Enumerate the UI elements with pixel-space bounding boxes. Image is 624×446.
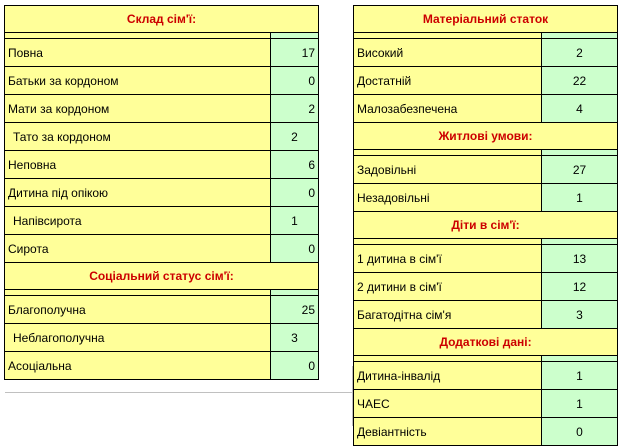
row-label[interactable]: Незадовільні xyxy=(354,184,542,212)
row-label[interactable]: Батьки за кордоном xyxy=(5,67,271,95)
additional-title: Додаткові дані: xyxy=(354,329,618,356)
children-title: Діти в сім'ї: xyxy=(354,212,618,239)
row-value[interactable]: 4 xyxy=(542,95,618,123)
summary-table xyxy=(353,5,618,446)
left-panel xyxy=(4,5,319,380)
row-value[interactable]: 1 xyxy=(271,207,319,235)
row-label[interactable]: Неповна xyxy=(5,151,271,179)
row-value[interactable]: 3 xyxy=(542,301,618,329)
row-value[interactable]: 1 xyxy=(542,184,618,212)
row-label[interactable]: Тато за кордоном xyxy=(5,123,271,151)
row-value[interactable]: 0 xyxy=(271,179,319,207)
row-label[interactable]: Повна xyxy=(5,39,271,67)
row-label[interactable]: Напівсирота xyxy=(5,207,271,235)
row-value[interactable]: 2 xyxy=(271,95,319,123)
row-value[interactable]: 13 xyxy=(542,245,618,273)
row-value[interactable]: 27 xyxy=(542,156,618,184)
row-value[interactable]: 3 xyxy=(271,324,319,352)
row-value[interactable]: 25 xyxy=(271,296,319,324)
family-composition-table xyxy=(4,5,319,380)
gridline xyxy=(5,392,352,393)
family-composition-title: Склад сім'ї: xyxy=(5,6,319,33)
row-value[interactable]: 17 xyxy=(271,39,319,67)
row-label[interactable]: Дитина під опікою xyxy=(5,179,271,207)
row-label[interactable]: Малозабезпечена xyxy=(354,95,542,123)
row-value[interactable]: 2 xyxy=(542,39,618,67)
row-label[interactable]: Дитина-інвалід xyxy=(354,362,542,390)
row-label[interactable]: ЧАЕС xyxy=(354,390,542,418)
social-status-title: Соціальний статус сім'ї: xyxy=(5,263,319,290)
right-panel xyxy=(353,5,618,446)
row-label[interactable]: Сирота xyxy=(5,235,271,263)
row-label[interactable]: 2 дитини в сім'ї xyxy=(354,273,542,301)
row-label[interactable]: Високий xyxy=(354,39,542,67)
row-label[interactable]: Неблагополучна xyxy=(5,324,271,352)
row-label[interactable]: Девіантність xyxy=(354,418,542,446)
row-value[interactable]: 0 xyxy=(542,418,618,446)
row-value[interactable]: 22 xyxy=(542,67,618,95)
row-label[interactable]: Багатодітна сім'я xyxy=(354,301,542,329)
row-label[interactable]: Благополучна xyxy=(5,296,271,324)
row-value[interactable]: 0 xyxy=(271,67,319,95)
housing-title: Житлові умови: xyxy=(354,123,618,150)
row-label[interactable]: Достатній xyxy=(354,67,542,95)
row-value[interactable]: 2 xyxy=(271,123,319,151)
row-value[interactable]: 1 xyxy=(542,362,618,390)
row-label[interactable]: 1 дитина в сім'ї xyxy=(354,245,542,273)
row-value[interactable]: 1 xyxy=(542,390,618,418)
row-value[interactable]: 0 xyxy=(271,235,319,263)
row-label[interactable]: Асоціальна xyxy=(5,352,271,380)
row-value[interactable]: 6 xyxy=(271,151,319,179)
row-value[interactable]: 12 xyxy=(542,273,618,301)
row-label[interactable]: Задовільні xyxy=(354,156,542,184)
row-label[interactable]: Мати за кордоном xyxy=(5,95,271,123)
row-value[interactable]: 0 xyxy=(271,352,319,380)
material-title: Матеріальний статок xyxy=(354,6,618,33)
